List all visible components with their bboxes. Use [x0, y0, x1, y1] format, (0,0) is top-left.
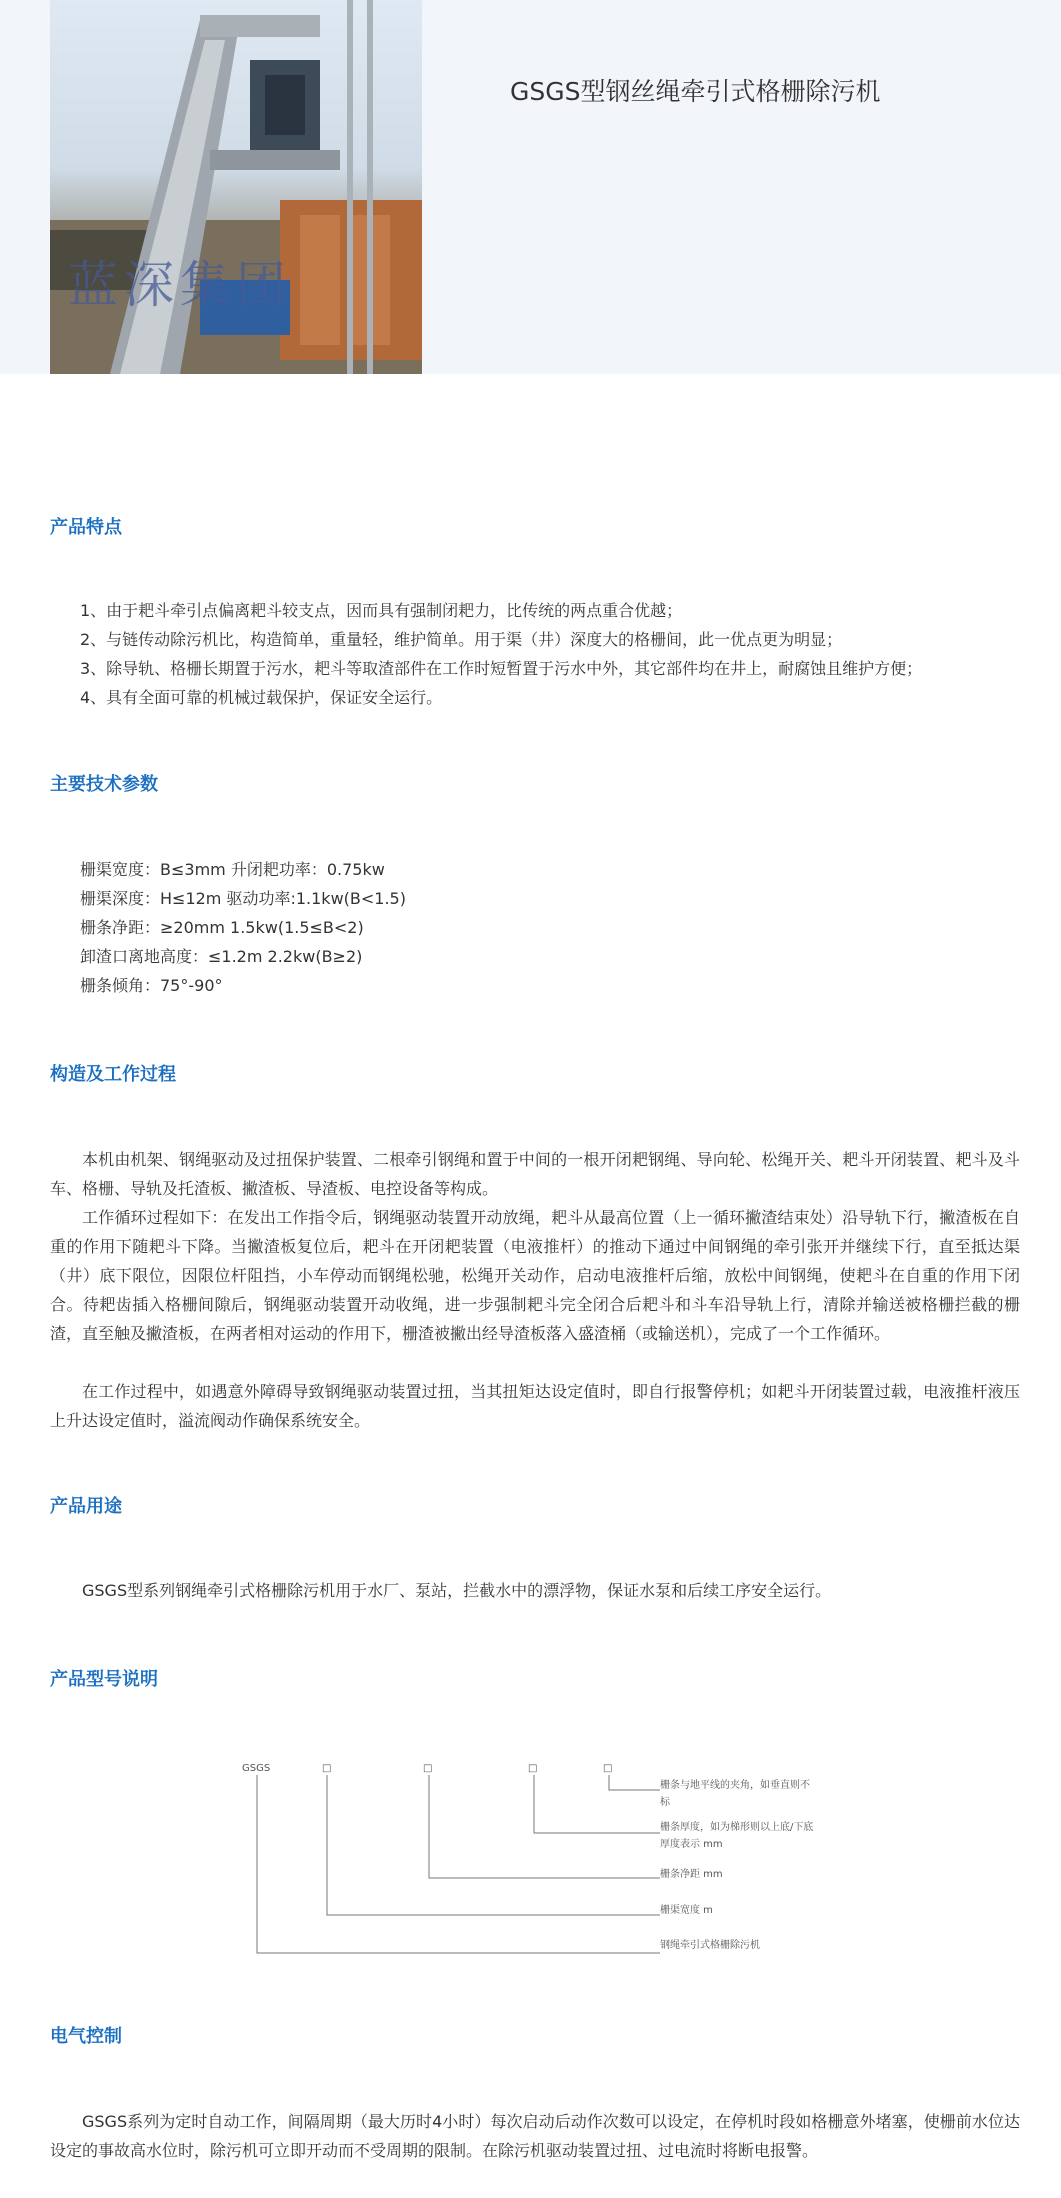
model-box-spacing: □ — [423, 1763, 433, 1774]
usage-paragraph: GSGS型系列钢绳牵引式格栅除污机用于水厂、泵站，拦截水中的漂浮物，保证水泵和后续工序安全运行。 — [82, 1581, 832, 1600]
hero-banner — [0, 0, 1061, 374]
model-label: 栅条净距 mm — [660, 1869, 723, 1880]
model-code-diagram — [230, 1755, 870, 1970]
model-box-thickness: □ — [528, 1763, 538, 1774]
section-heading-specs: 主要技术参数 — [50, 774, 158, 795]
model-box-angle: □ — [603, 1763, 613, 1774]
model-label: 栅条与地平线的夹角，如垂直则不 — [660, 1780, 810, 1791]
model-box-width: □ — [322, 1763, 332, 1774]
product-photo — [50, 0, 422, 374]
model-label: 栅渠宽度 m — [660, 1905, 713, 1916]
model-label: 钢绳牵引式格栅除污机 — [660, 1940, 760, 1951]
machine-illustration — [50, 0, 422, 374]
leader-line — [257, 1775, 660, 1953]
spec-item: 栅渠宽度：B≤3mm 升闭耙功率：0.75kw — [80, 860, 385, 879]
electric-paragraph: GSGS系列为定时自动工作，间隔周期（最大历时4小时）每次启动后动作次数可以设定，在停机时段如格栅意外堵塞，使栅前水位达设定的事故高水位时，除污机可立即开动而不受周期的限制。在除污机驱动装置过扭、过电流时将断电报警。 — [50, 2112, 1020, 2160]
model-label: 栅条厚度，如为梯形则以上底/下底 — [660, 1822, 814, 1833]
structure-paragraph: 在工作过程中，如遇意外障碍导致钢绳驱动装置过扭，当其扭矩达设定值时，即自行报警停机；如耙斗开闭装置过载，电液推杆液压上升达设定值时，溢流阀动作确保系统安全。 — [50, 1382, 1020, 1430]
feature-item: 4、具有全面可靠的机械过载保护，保证安全运行。 — [80, 688, 443, 707]
section-heading-usage: 产品用途 — [50, 1496, 122, 1517]
product-title: GSGS型钢丝绳牵引式格栅除污机 — [510, 77, 881, 106]
leader-line — [327, 1775, 660, 1915]
feature-item: 1、由于耙斗牵引点偏离耙斗较支点，因而具有强制闭耙力，比传统的两点重合优越； — [80, 601, 683, 620]
feature-item: 2、与链传动除污机比，构造简单，重量轻，维护简单。用于渠（井）深度大的格栅间，此一优点更为明显； — [80, 630, 843, 649]
spec-item: 栅条倾角：75°-90° — [80, 976, 223, 995]
section-heading-model: 产品型号说明 — [50, 1669, 158, 1690]
brand-watermark: 蓝深集团 — [68, 256, 292, 314]
leader-line — [534, 1775, 660, 1833]
structure-paragraph: 工作循环过程如下：在发出工作指令后，钢绳驱动装置开动放绳，耙斗从最高位置（上一循环撇渣结束处）沿导轨下行，撇渣板在自重的作用下随耙斗下降。当撇渣板复位后，耙斗在开闭耙装置（电液推杆）的推动下通过中间钢绳的牵引张开并继续下行，直至抵达渠（井）底下限位，因限位杆阻挡，小车停动而钢绳松驰，松绳开关动作，启动电液推杆后缩，放松中间钢绳，使耙斗在自重的作用下闭合。待耙齿插入格栅间隙后，钢绳驱动装置开动收绳，进一步强制耙斗完全闭合后耙斗和斗车沿导轨上行，清除并输送被格栅拦截的栅渣，直至触及撇渣板，在两者相对运动的作用下，栅渣被撇出经导渣板落入盛渣桶（或输送机），完成了一个工作循环。 — [50, 1208, 1020, 1343]
model-label: 标 — [660, 1797, 670, 1808]
section-heading-structure: 构造及工作过程 — [50, 1064, 176, 1085]
spec-item: 栅条净距：≥20mm 1.5kw(1.5≤B<2) — [80, 918, 364, 937]
leader-line — [609, 1775, 660, 1790]
spec-item: 栅渠深度：H≤12m 驱动功率:1.1kw(B<1.5) — [80, 889, 406, 908]
section-heading-electric: 电气控制 — [50, 2026, 122, 2047]
model-label: 厚度表示 mm — [660, 1839, 723, 1850]
model-prefix: GSGS — [242, 1763, 271, 1774]
feature-item: 3、除导轨、格栅长期置于污水，耙斗等取渣部件在工作时短暂置于污水中外，其它部件均在井上，耐腐蚀且维护方便； — [80, 659, 923, 678]
structure-paragraph: 本机由机架、钢绳驱动及过扭保护装置、二根牵引钢绳和置于中间的一根开闭耙钢绳、导向轮、松绳开关、耙斗开闭装置、耙斗及斗车、格栅、导轨及托渣板、撇渣板、导渣板、电控设备等构成。 — [50, 1150, 1020, 1198]
spec-item: 卸渣口离地高度：≤1.2m 2.2kw(B≥2) — [80, 947, 363, 966]
section-heading-features: 产品特点 — [50, 517, 122, 538]
